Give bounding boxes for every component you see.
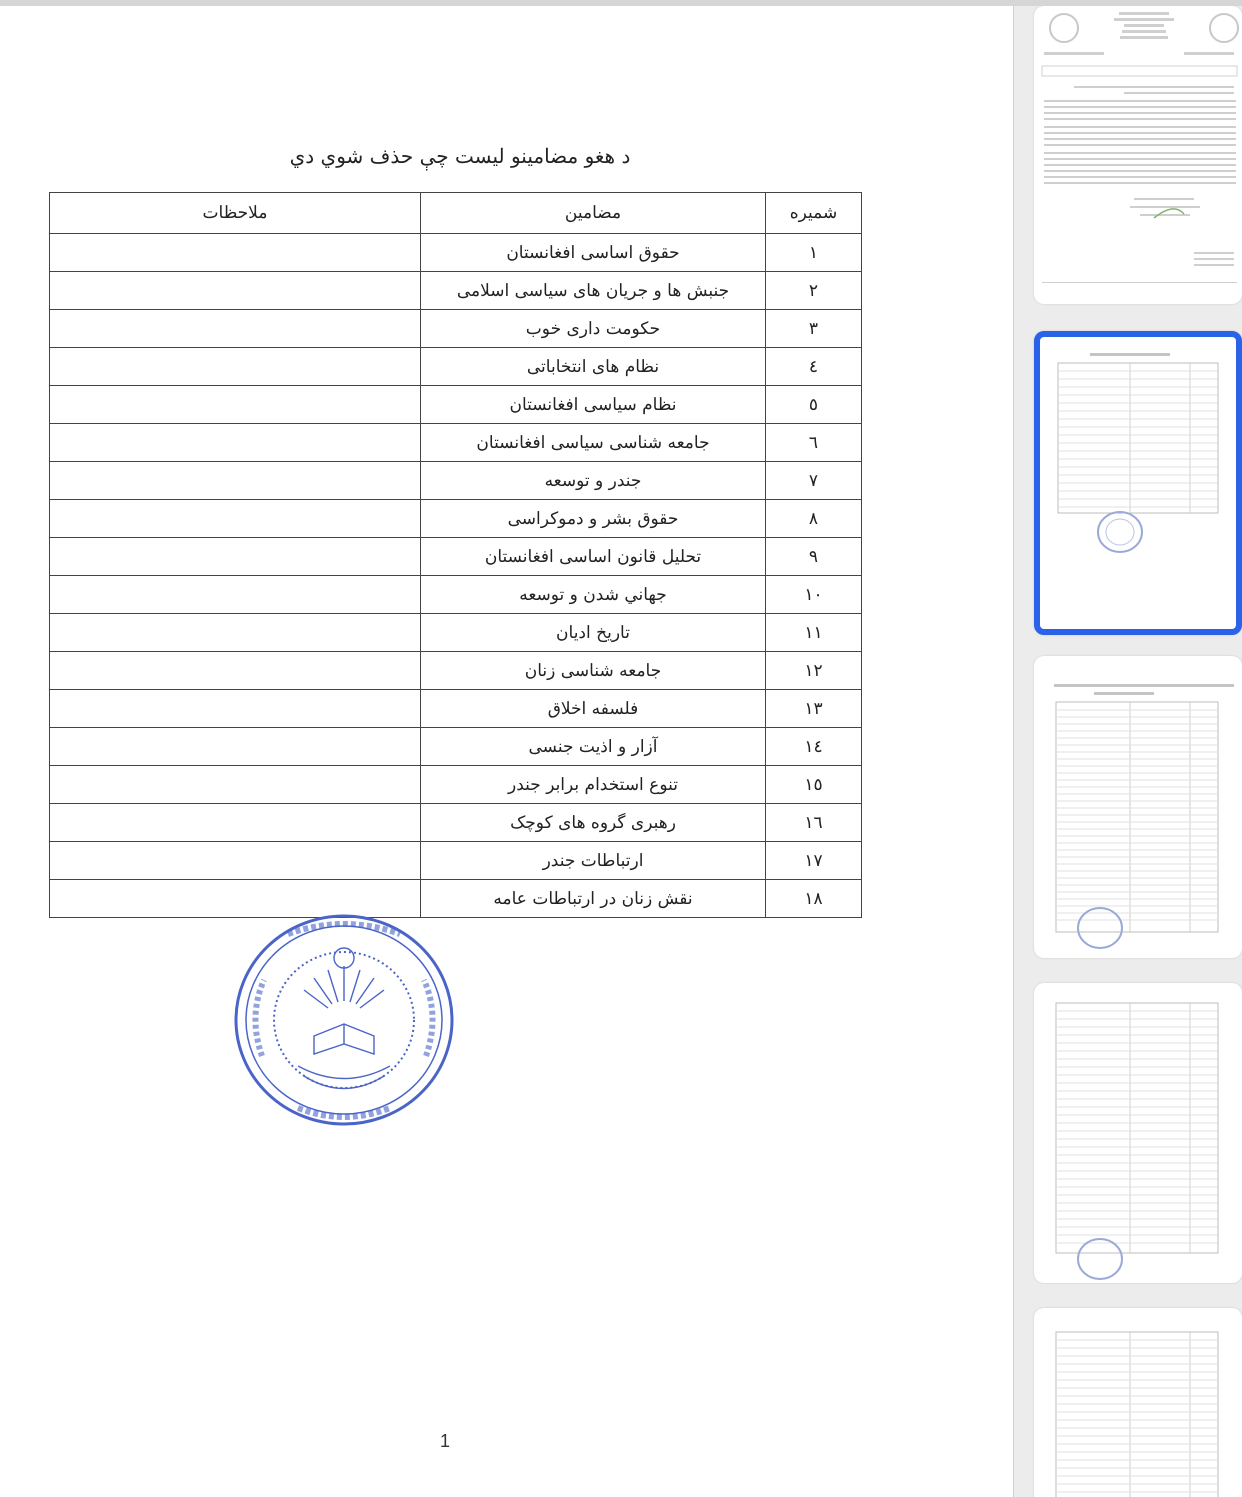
thumbnail-page-2-active[interactable] [1034, 331, 1242, 635]
row-number: ۸ [766, 500, 862, 538]
page-number: 1 [440, 1431, 451, 1451]
scan-speck [978, 426, 984, 440]
official-stamp-icon [228, 906, 460, 1134]
row-number: ۱ [766, 234, 862, 272]
table-row [50, 842, 862, 880]
letter-preview-icon [1034, 6, 1242, 304]
row-number: ٦ [766, 424, 862, 462]
row-number: ١٤ [766, 728, 862, 766]
row-number: ۷ [766, 462, 862, 500]
table-header-row [50, 193, 862, 234]
row-remarks [50, 652, 421, 690]
row-subject: جنبش ها و جریان های سیاسی اسلامی [421, 272, 766, 310]
row-number: ۹ [766, 538, 862, 576]
document-title: د هغو مضامینو لیست چې حذف شوي دي [289, 144, 631, 168]
table-row [50, 310, 862, 348]
document-page [0, 6, 1014, 1497]
row-number: ١٦ [766, 804, 862, 842]
row-remarks [50, 804, 421, 842]
row-remarks [50, 272, 421, 310]
row-remarks [50, 462, 421, 500]
row-subject: فلسفه اخلاق [421, 690, 766, 728]
subjects-page-preview-icon [1040, 337, 1236, 629]
row-number: ۱۱ [766, 614, 862, 652]
thumbnail-sidebar[interactable] [1014, 6, 1242, 1497]
row-remarks [50, 766, 421, 804]
row-subject: نقش زنان در ارتباطات عامه [421, 880, 766, 918]
row-subject: رهبری گروه های کوچک [421, 804, 766, 842]
row-subject: نظام های انتخاباتی [421, 348, 766, 386]
row-number: ٤ [766, 348, 862, 386]
row-remarks [50, 348, 421, 386]
row-remarks [50, 614, 421, 652]
row-subject: جهاني شدن و توسعه [421, 576, 766, 614]
table-row [50, 234, 862, 272]
row-number: ۱۷ [766, 842, 862, 880]
header-subject: مضامین [421, 193, 766, 234]
list-page-preview-icon [1034, 1308, 1242, 1497]
row-number: ١٥ [766, 766, 862, 804]
row-subject: حقوق اساسی افغانستان [421, 234, 766, 272]
row-remarks [50, 234, 421, 272]
thumbnail-page-4[interactable] [1034, 983, 1242, 1283]
table-row [50, 462, 862, 500]
row-remarks [50, 842, 421, 880]
row-remarks [50, 576, 421, 614]
table-row [50, 424, 862, 462]
row-subject: جندر و توسعه [421, 462, 766, 500]
row-subject: ارتباطات جندر [421, 842, 766, 880]
row-remarks [50, 500, 421, 538]
row-number: ٥ [766, 386, 862, 424]
row-subject: جامعه شناسی سیاسی افغانستان [421, 424, 766, 462]
table-row [50, 386, 862, 424]
row-subject: تحلیل قانون اساسی افغانستان [421, 538, 766, 576]
header-number: شمیره [766, 193, 862, 234]
thumbnail-page-5[interactable] [1034, 1308, 1242, 1497]
table-row [50, 538, 862, 576]
row-remarks [50, 310, 421, 348]
row-number: ۱۸ [766, 880, 862, 918]
table-row [50, 652, 862, 690]
row-remarks [50, 424, 421, 462]
row-subject: جامعه شناسی زنان [421, 652, 766, 690]
row-remarks [50, 690, 421, 728]
table-row [50, 804, 862, 842]
row-subject: نظام سیاسی افغانستان [421, 386, 766, 424]
row-subject: حکومت داری خوب [421, 310, 766, 348]
row-subject: تنوع استخدام برابر جندر [421, 766, 766, 804]
subjects-table [49, 192, 862, 918]
row-number: ۱۰ [766, 576, 862, 614]
row-subject: تاریخ ادیان [421, 614, 766, 652]
list-page-preview-icon [1034, 983, 1242, 1283]
row-remarks [50, 728, 421, 766]
table-row [50, 348, 862, 386]
row-number: ۱۲ [766, 652, 862, 690]
list-page-preview-icon [1034, 656, 1242, 958]
row-number: ۱۳ [766, 690, 862, 728]
row-subject: حقوق بشر و دموکراسی [421, 500, 766, 538]
row-number: ۲ [766, 272, 862, 310]
table-row [50, 614, 862, 652]
row-remarks [50, 538, 421, 576]
table-row [50, 500, 862, 538]
table-row [50, 576, 862, 614]
thumbnail-page-1[interactable] [1034, 6, 1242, 304]
row-remarks [50, 386, 421, 424]
table-row [50, 766, 862, 804]
row-number: ۳ [766, 310, 862, 348]
table-row [50, 728, 862, 766]
table-row [50, 272, 862, 310]
row-subject: آزار و اذیت جنسی [421, 728, 766, 766]
header-remarks: ملاحظات [50, 193, 421, 234]
table-row [50, 690, 862, 728]
thumbnail-page-3[interactable] [1034, 656, 1242, 958]
